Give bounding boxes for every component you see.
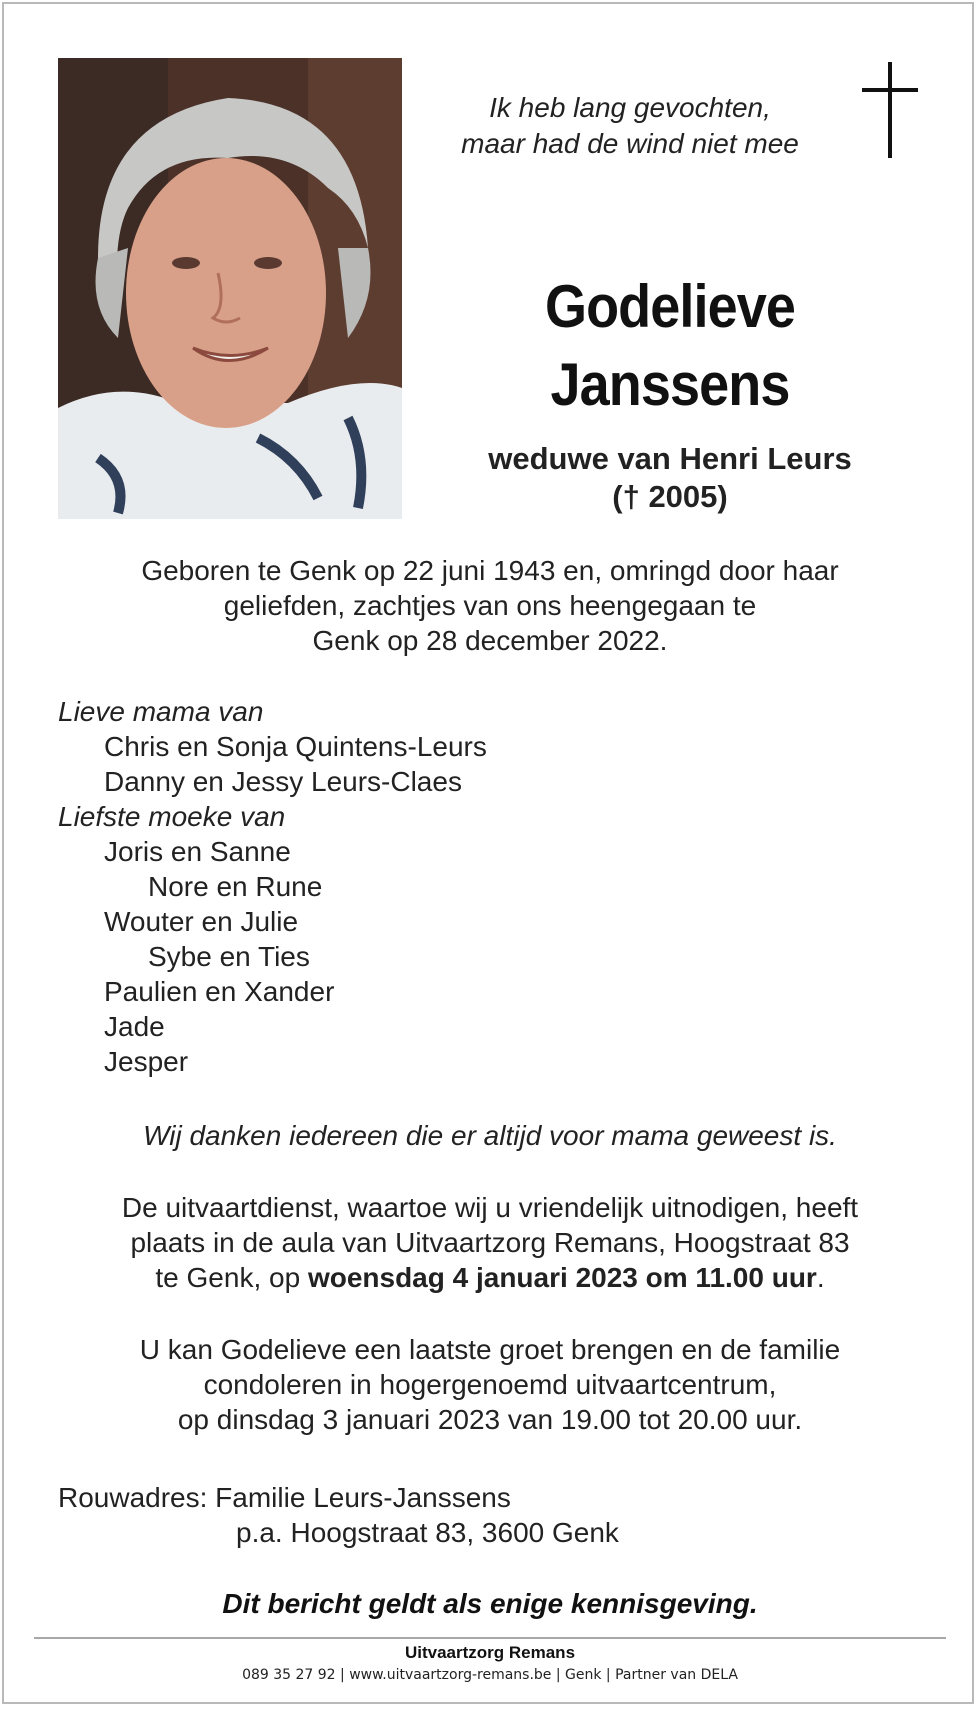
mourning-address: Rouwadres: Familie Leurs-Janssens p.a. Hoogstraat 83, 3600 Genk [58,1482,619,1548]
great-grandchild-name: Nore en Rune [148,871,323,902]
portrait-photo [58,58,402,519]
footer-company: Uitvaartzorg Remans [404,1643,576,1662]
child-name: Chris en Sonja Quintens-Leurs [104,731,487,762]
widow-info [420,440,920,516]
widow-year: († 2005) [612,479,728,514]
grandchild-name: Jade [104,1011,165,1042]
deceased-first-name: Godelieve [544,273,796,340]
footer-divider [34,1637,946,1639]
notice-text: Dit bericht geldt als enige kennisgeving. [222,1588,758,1619]
memorial-quote [410,90,850,162]
grandma-heading: Liefste moeke van [58,801,286,832]
footer-contact-info: 089 35 27 92 | www.uitvaartzorg-remans.be | Genk | Partner van DELA [242,1667,738,1683]
family-list [58,694,918,1079]
visit-text: U kan Godelieve een laatste groet brengen en de familie condoleren in hogergenoemd uitvaartcentrum, op dinsdag 3 januari 2023 van 19.00 tot 20.00 uur. [139,1334,841,1435]
mama-heading: Lieve mama van [58,696,264,727]
quote-line-2: maar had de wind niet mee [461,128,799,159]
cross-icon [862,62,918,158]
quote-line-1: Ik heb lang gevochten, [489,92,771,123]
widow-line: weduwe van Henri Leurs [488,441,852,476]
grandchild-name: Wouter en Julie [104,906,299,937]
grandchild-name: Joris en Sanne [104,836,291,867]
service-text: De uitvaartdienst, waartoe wij u vriendelijk uitnodigen, heeft plaats in de aula van Uitvaartzorg Remans, Hoogstraat 83 te Genk, op woensdag 4 januari 2023 om 11.00 uur. [121,1192,859,1293]
deceased-last-name: Janssens [550,351,790,418]
grandchild-name: Jesper [104,1046,189,1077]
child-name: Danny en Jessy Leurs-Claes [104,766,462,797]
deceased-name [445,268,895,424]
birth-death-text: Geboren te Genk op 22 juni 1943 en, omringd door haar geliefden, zachtjes van ons heengegaan te Genk op 28 december 2022. [141,555,839,656]
grandchild-name: Paulien en Xander [104,976,335,1007]
thanks-text: Wij danken iedereen die er altijd voor mama geweest is. [143,1120,837,1151]
great-grandchild-name: Sybe en Ties [148,941,310,972]
service-date: woensdag 4 januari 2023 om 11.00 uur [307,1262,817,1293]
